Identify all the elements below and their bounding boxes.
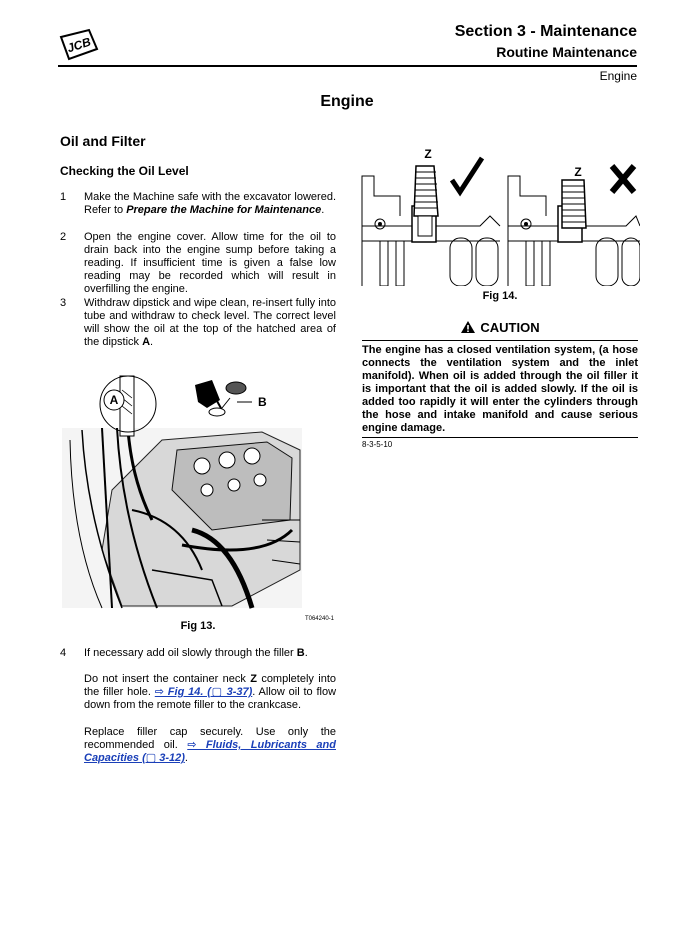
- label-b: B: [258, 395, 267, 409]
- step-number: 4: [60, 647, 67, 659]
- step4-note-fluids: Replace filler cap securely. Use only the recommended oil. ⇨ Fluids, Lubricants and Capacities (▢ 3-12).: [84, 726, 336, 764]
- step4-note-container: Do not insert the container neck Z completely into the filler hole. ⇨ Fig 14. (▢ 3-37). Allow oil to flow down from the remote filler to the crankcase.: [84, 673, 337, 711]
- caution-body: The engine has a closed ventilation system, (a hose connects the ventilation system and the inlet manifold). When oil is added through the oil filler it is important that the oil is added slowly. If the oil is added too rapidly it will enter the cylinders through the hose and intake manifold and cause serious engine damage.: [362, 344, 638, 434]
- label-a: A: [109, 393, 119, 407]
- step-number: 3: [60, 297, 67, 309]
- subsection-heading: Checking the Oil Level: [60, 164, 189, 178]
- label-z-right: Z: [574, 165, 582, 179]
- fig13-code: T064240-1: [304, 616, 334, 622]
- fluids-link[interactable]: ⇨ Fluids, Lubricants and Capacities (▢ 3-12): [84, 739, 336, 764]
- fig14-correct-panel: [362, 147, 500, 286]
- fig14-link[interactable]: ⇨ Fig 14. (▢ 3-37): [154, 686, 253, 698]
- check-icon: [452, 158, 482, 192]
- fig14-incorrect-panel: [508, 165, 640, 286]
- section-subtitle: Routine Maintenance: [496, 44, 637, 60]
- step-text: Make the Machine safe with the excavator lowered. Refer to Prepare the Machine for Maintenance.: [84, 191, 336, 216]
- cross-icon: [612, 166, 634, 192]
- logo-text: JCB: [65, 34, 93, 56]
- jcb-logo: [57, 27, 101, 63]
- step-number: 2: [60, 231, 67, 243]
- warning-triangle-icon: [460, 320, 476, 334]
- caution-reference: 8-3-5-10: [362, 440, 393, 449]
- section-title: Section 3 - Maintenance: [454, 23, 637, 40]
- step-text: Open the engine cover. Allow time for the oil to drain back into the engine sump before taking a reading. If insufficient time is given a false low reading may be recorded which will result in overfilling the engine.: [84, 231, 336, 295]
- page-title: Engine: [320, 93, 374, 110]
- caution-bottom-rule: [362, 437, 638, 438]
- step-number: 1: [60, 191, 67, 203]
- prepare-machine-ref: Prepare the Machine for Maintenance: [126, 204, 322, 216]
- fig14-filler-illustration: [360, 146, 640, 286]
- chapter-name: Engine: [599, 69, 637, 83]
- fig14-caption: Fig 14.: [482, 290, 518, 302]
- header-divider: [58, 65, 637, 67]
- caution-title: CAUTION: [480, 320, 540, 335]
- step-text: Withdraw dipstick and wipe clean, re-insert fully into tube and withdraw to check level. The correct level will show the oil at the top of the hatched area of the dipstick A.: [84, 297, 336, 348]
- section-heading: Oil and Filter: [60, 133, 146, 149]
- caution-top-rule: [362, 340, 638, 341]
- fig13-engine-illustration: [62, 370, 338, 622]
- fig13-caption: Fig 13.: [180, 620, 216, 632]
- caution-heading: [362, 320, 638, 335]
- step-text: If necessary add oil slowly through the filler B.: [84, 647, 308, 659]
- label-z-left: Z: [424, 147, 432, 161]
